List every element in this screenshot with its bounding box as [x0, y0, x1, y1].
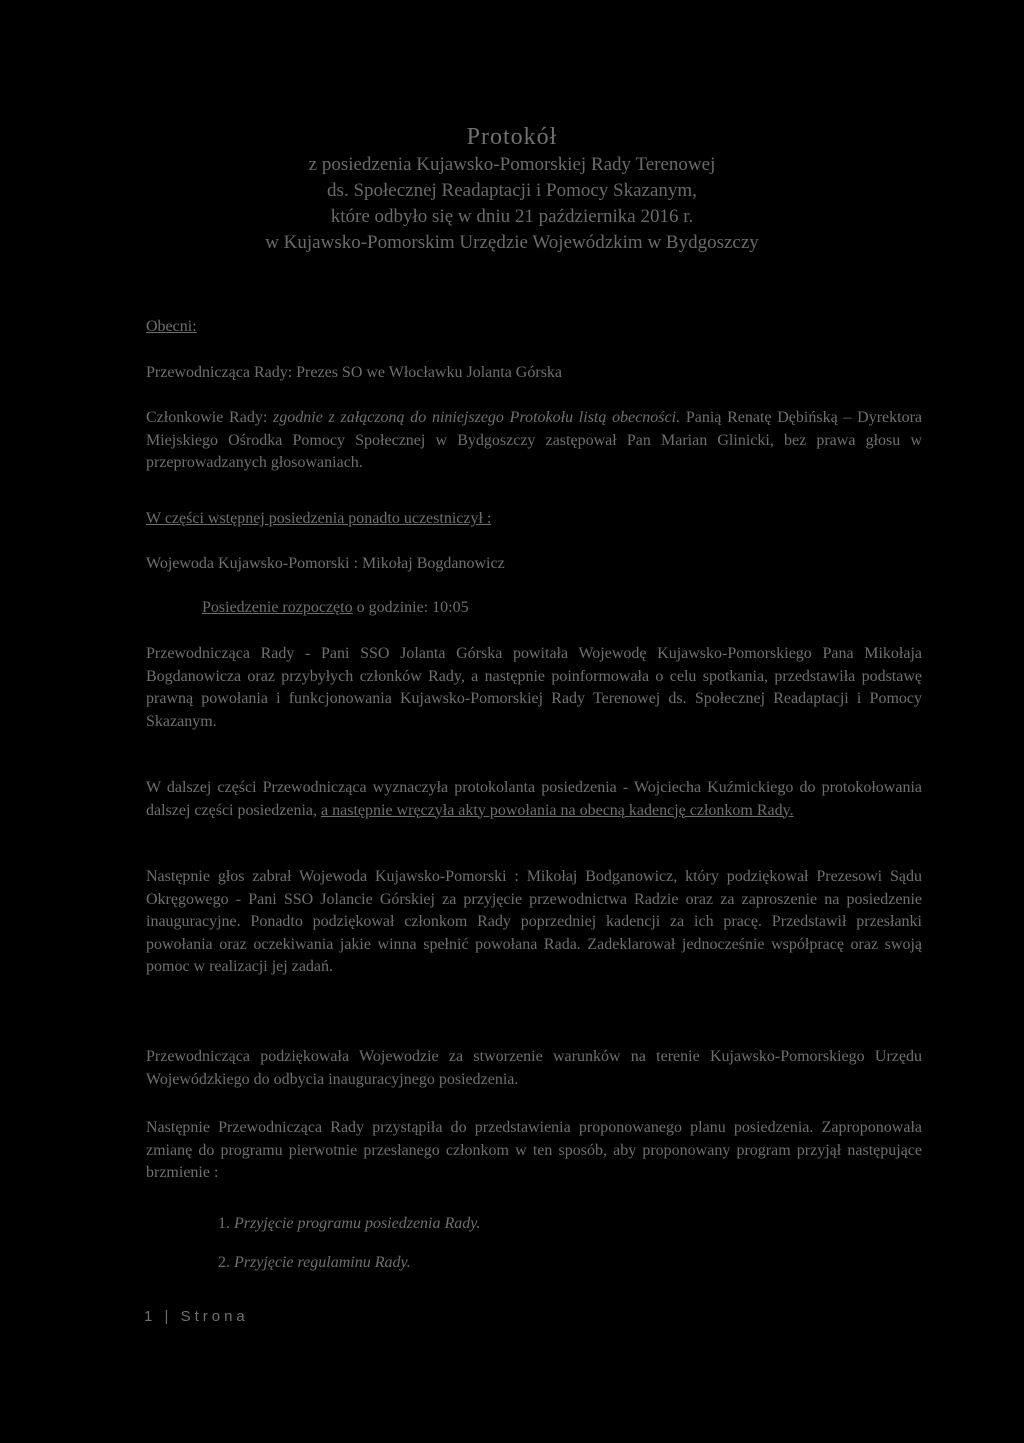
header-line-3: które odbyło się w dniu 21 października 2016 r. — [330, 206, 694, 227]
agenda-item-text: Przyjęcie regulaminu Rady. — [234, 1253, 411, 1271]
recorder-underlined: a następnie wręczyła akty powołania na obecną kadencję członkom Rady. — [321, 801, 794, 819]
paragraph-agenda-intro: Następnie Przewodnicząca Rady przystąpiła do przedstawienia proponowanego planu posiedzenia. Zaproponowała zmianę do programu pierwotnie przesłanego członkom w ten sposób, aby proponowany program przyjął następujące brzmienie : — [146, 1119, 922, 1181]
members-rest: Panią Renatę Dębińską – Dyrektora Miejskiego Ośrodka Pomocy Społecznej w Bydgoszczy zastępował Pan Marian Glinicki, bez prawa głosu w przeprowadzanych głosowaniach. — [146, 409, 922, 471]
recorder-text: W dalszej części Przewodnicząca wyznaczyła protokolanta posiedzenia - Wojciecha Kuźmickiego do protokołowania dalszej części posiedzenia, — [146, 779, 922, 819]
header-line-4: w Kujawsko-Pomorskim Urzędzie Wojewódzkim w Bydgoszczy — [265, 232, 759, 253]
agenda-item — [218, 1213, 818, 1236]
wojewoda-line: Wojewoda Kujawsko-Pomorski : Mikołaj Bogdanowicz — [146, 555, 505, 572]
agenda-list — [218, 1213, 818, 1290]
header-line-1: z posiedzenia Kujawsko-Pomorskiej Rady Terenowej — [308, 154, 716, 175]
members-paragraph — [146, 407, 922, 475]
paragraph-opening: Przewodnicząca Rady - Pani SSO Jolanta Górska powitała Wojewodę Kujawsko-Pomorskiego Pana Mikołaja Bogdanowicza oraz przybyłych członków Rady, a następnie poinformowała o celu spotkania, przedstawiła podstawę prawną powołania i funkcjonowania Kujawsko-Pomorskiej Rady Terenowej ds. Społecznej Readaptacji i Pomocy Skazanym. — [146, 645, 922, 730]
chair-line: Przewodnicząca Rady: Prezes SO we Włocławku Jolanta Górska — [146, 364, 563, 381]
protocol-header — [0, 122, 1024, 256]
start-time: o godzinie: 10:05 — [356, 599, 469, 616]
members-label: Członkowie Rady: — [146, 409, 268, 426]
paragraph-recorder — [146, 777, 922, 822]
header-line-2: ds. Społecznej Readaptacji i Pomocy Skazanym, — [327, 180, 697, 201]
members-italic: zgodnie z załączoną do niniejszego Protokołu listą obecności. — [273, 409, 681, 426]
agenda-item — [218, 1252, 818, 1275]
agenda-item-text: Przyjęcie programu posiedzenia Rady. — [234, 1215, 481, 1232]
start-label: Posiedzenie rozpoczęto — [202, 599, 353, 616]
attendees-heading: Obecni: — [146, 318, 197, 335]
paragraph-wojewoda-speech: Następnie głos zabrał Wojewoda Kujawsko-Pomorski : Mikołaj Bodganowicz, który podziękował Prezesowi Sądu Okręgowego - Pani SSO Jolancie Górskiej za przyjęcie przewodnictwa Radzie oraz za zaproszenie na posiedzenie inauguracyjne. Ponadto podziękował członkom Rady poprzedniej kadencji za ich pracę. Przedstawił przesłanki powołania oraz oczekiwania jakie winna spełnić powołana Rada. Zadeklarował jednocześnie współpracę oraz swoją pomoc w realizacji jej zadań. — [146, 868, 922, 975]
agenda-item-number: 2. — [218, 1253, 230, 1271]
agenda-item-number: 1. — [218, 1215, 230, 1232]
start-time-line — [202, 597, 922, 620]
intro-part-heading: W części wstępnej posiedzenia ponadto uczestniczył : — [146, 510, 492, 527]
page-footer: 1 | Strona — [144, 1308, 249, 1325]
paragraph-thanks: Przewodnicząca podziękowała Wojewodzie za stworzenie warunków na terenie Kujawsko-Pomorskiego Urzędu Wojewódzkiego do odbycia inauguracyjnego posiedzenia. — [146, 1048, 922, 1088]
protocol-title: Protokół — [466, 124, 558, 150]
